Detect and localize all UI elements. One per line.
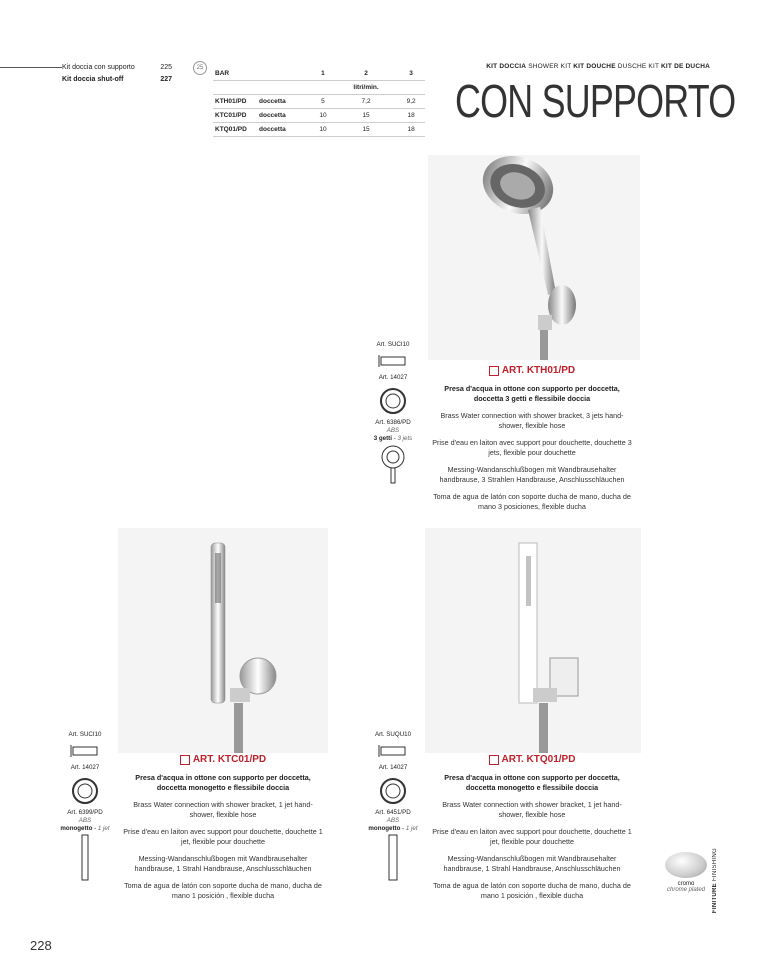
table-unit-row: litri/min. bbox=[213, 81, 425, 95]
flow-rate-table bbox=[213, 67, 425, 137]
nav-item[interactable]: Kit doccia con supporto 225 bbox=[62, 64, 172, 71]
table-row: KTQ01/PD doccetta 10 15 18 bbox=[213, 123, 425, 137]
table-row: KTC01/PD doccetta 10 15 18 bbox=[213, 109, 425, 123]
checkbox-icon bbox=[180, 755, 190, 765]
section-nav bbox=[62, 62, 172, 86]
checkbox-icon bbox=[489, 366, 499, 376]
product-photo-ktq01 bbox=[425, 528, 641, 753]
finish-side-label: FINITURE FINISHING bbox=[712, 848, 718, 914]
product-description-ktc01: ART. KTC01/PD Presa d'acqua in ottone con supporto per doccetta, doccetta monogetto e flessibile doccia Brass Water connection with shower bracket, 1 jet hand-shower, flexible hose Prise d'eau en laiton avec support pour douchette, douchette 1 jet, flexible pour douchette Messing-Wandanschlußbogen mit Wandbrausehalter handbrause, 1 Strahl Handbrause, Anschlusschläuchen Toma de agua de latón con soporte ducha de mano, ducha de mano 1 posición , flexible ducha bbox=[123, 754, 323, 900]
kit-header: KIT DOCCIA SHOWER KIT KIT DOUCHE DUSCHE KIT KIT DE DUCHA bbox=[486, 63, 710, 70]
finish-swatch: cromo chrome plated bbox=[663, 852, 709, 893]
page-number: 228 bbox=[30, 938, 52, 953]
article-link-ktc01[interactable]: ART. KTC01/PD bbox=[123, 755, 323, 766]
square-handshower-icon bbox=[373, 833, 413, 883]
wall-connector-icon bbox=[65, 743, 105, 761]
accessories-ktq01: Art. SUQU10 Art. 14027 Art. 6451/PD ABS monogetto - 1 jet bbox=[363, 731, 423, 886]
article-link-ktq01[interactable]: ART. KTQ01/PD bbox=[432, 755, 632, 766]
wall-connector-icon bbox=[373, 743, 413, 761]
stick-hand-shower-icon bbox=[118, 528, 328, 753]
handshower-head-icon bbox=[373, 443, 413, 485]
chrome-swatch-icon bbox=[665, 852, 707, 878]
nav-rule bbox=[0, 67, 62, 68]
table-row: KTH01/PD doccetta 5 7,2 9,2 bbox=[213, 95, 425, 109]
stick-handshower-icon bbox=[65, 833, 105, 883]
accessories-ktc01: Art. SUCI10 Art. 14027 Art. 6399/PD ABS monogetto - 1 jet bbox=[55, 731, 115, 886]
table-header-row: BAR 1 2 3 bbox=[213, 67, 425, 81]
product-photo-ktc01 bbox=[118, 528, 328, 753]
product-description-ktq01: ART. KTQ01/PD Presa d'acqua in ottone con supporto per doccetta, doccetta monogetto e flessibile doccia Brass Water connection with shower bracket, 1 jet hand-shower, flexible hose Prise d'eau en laiton avec support pour douchette, douchette 1 jet, flexible pour douchette Messing-Wandanschlußbogen mit Wandbrausehalter handbrause, 1 Strahl Handbrause, Anschlusschläuchen Toma de agua de latón con soporte ducha de mano, ducha de mano 1 posición , flexible ducha bbox=[432, 754, 632, 900]
article-link-kth01[interactable]: ART. KTH01/PD bbox=[432, 366, 632, 377]
accessories-kth01: Art. SUCI10 Art. 14027 Art. 6386/PD ABS 3 getti - 3 jets bbox=[363, 341, 423, 488]
hose-coil-icon bbox=[65, 776, 105, 806]
page-title: CON SUPPORTO bbox=[455, 75, 736, 127]
square-hand-shower-icon bbox=[425, 528, 641, 753]
product-description-kth01: ART. KTH01/PD Presa d'acqua in ottone con supporto per doccetta, doccetta 3 getti e flessibile doccia Brass Water connection with shower bracket, 3 jets hand-shower, flexible hose Prise d'eau en laiton avec support pour douchette, douchette 3 jets, flexible pour douchette Messing-Wandanschlußbogen mit Wandbrausehalter handbrause, 3 Strahlen Handbrause, Anschlusschläuchen Toma de agua de latón con soporte ducha de mano, ducha de mano 3 posiciones, flexible ducha bbox=[432, 365, 632, 511]
wall-connector-icon bbox=[373, 353, 413, 371]
product-photo-kth01 bbox=[428, 155, 640, 360]
checkbox-icon bbox=[489, 755, 499, 765]
hose-coil-icon bbox=[373, 386, 413, 416]
round-hand-shower-icon bbox=[428, 155, 640, 360]
section-badge-icon: 25 bbox=[193, 61, 207, 75]
nav-item[interactable]: Kit doccia shut-off 227 bbox=[62, 76, 172, 83]
hose-coil-icon bbox=[373, 776, 413, 806]
